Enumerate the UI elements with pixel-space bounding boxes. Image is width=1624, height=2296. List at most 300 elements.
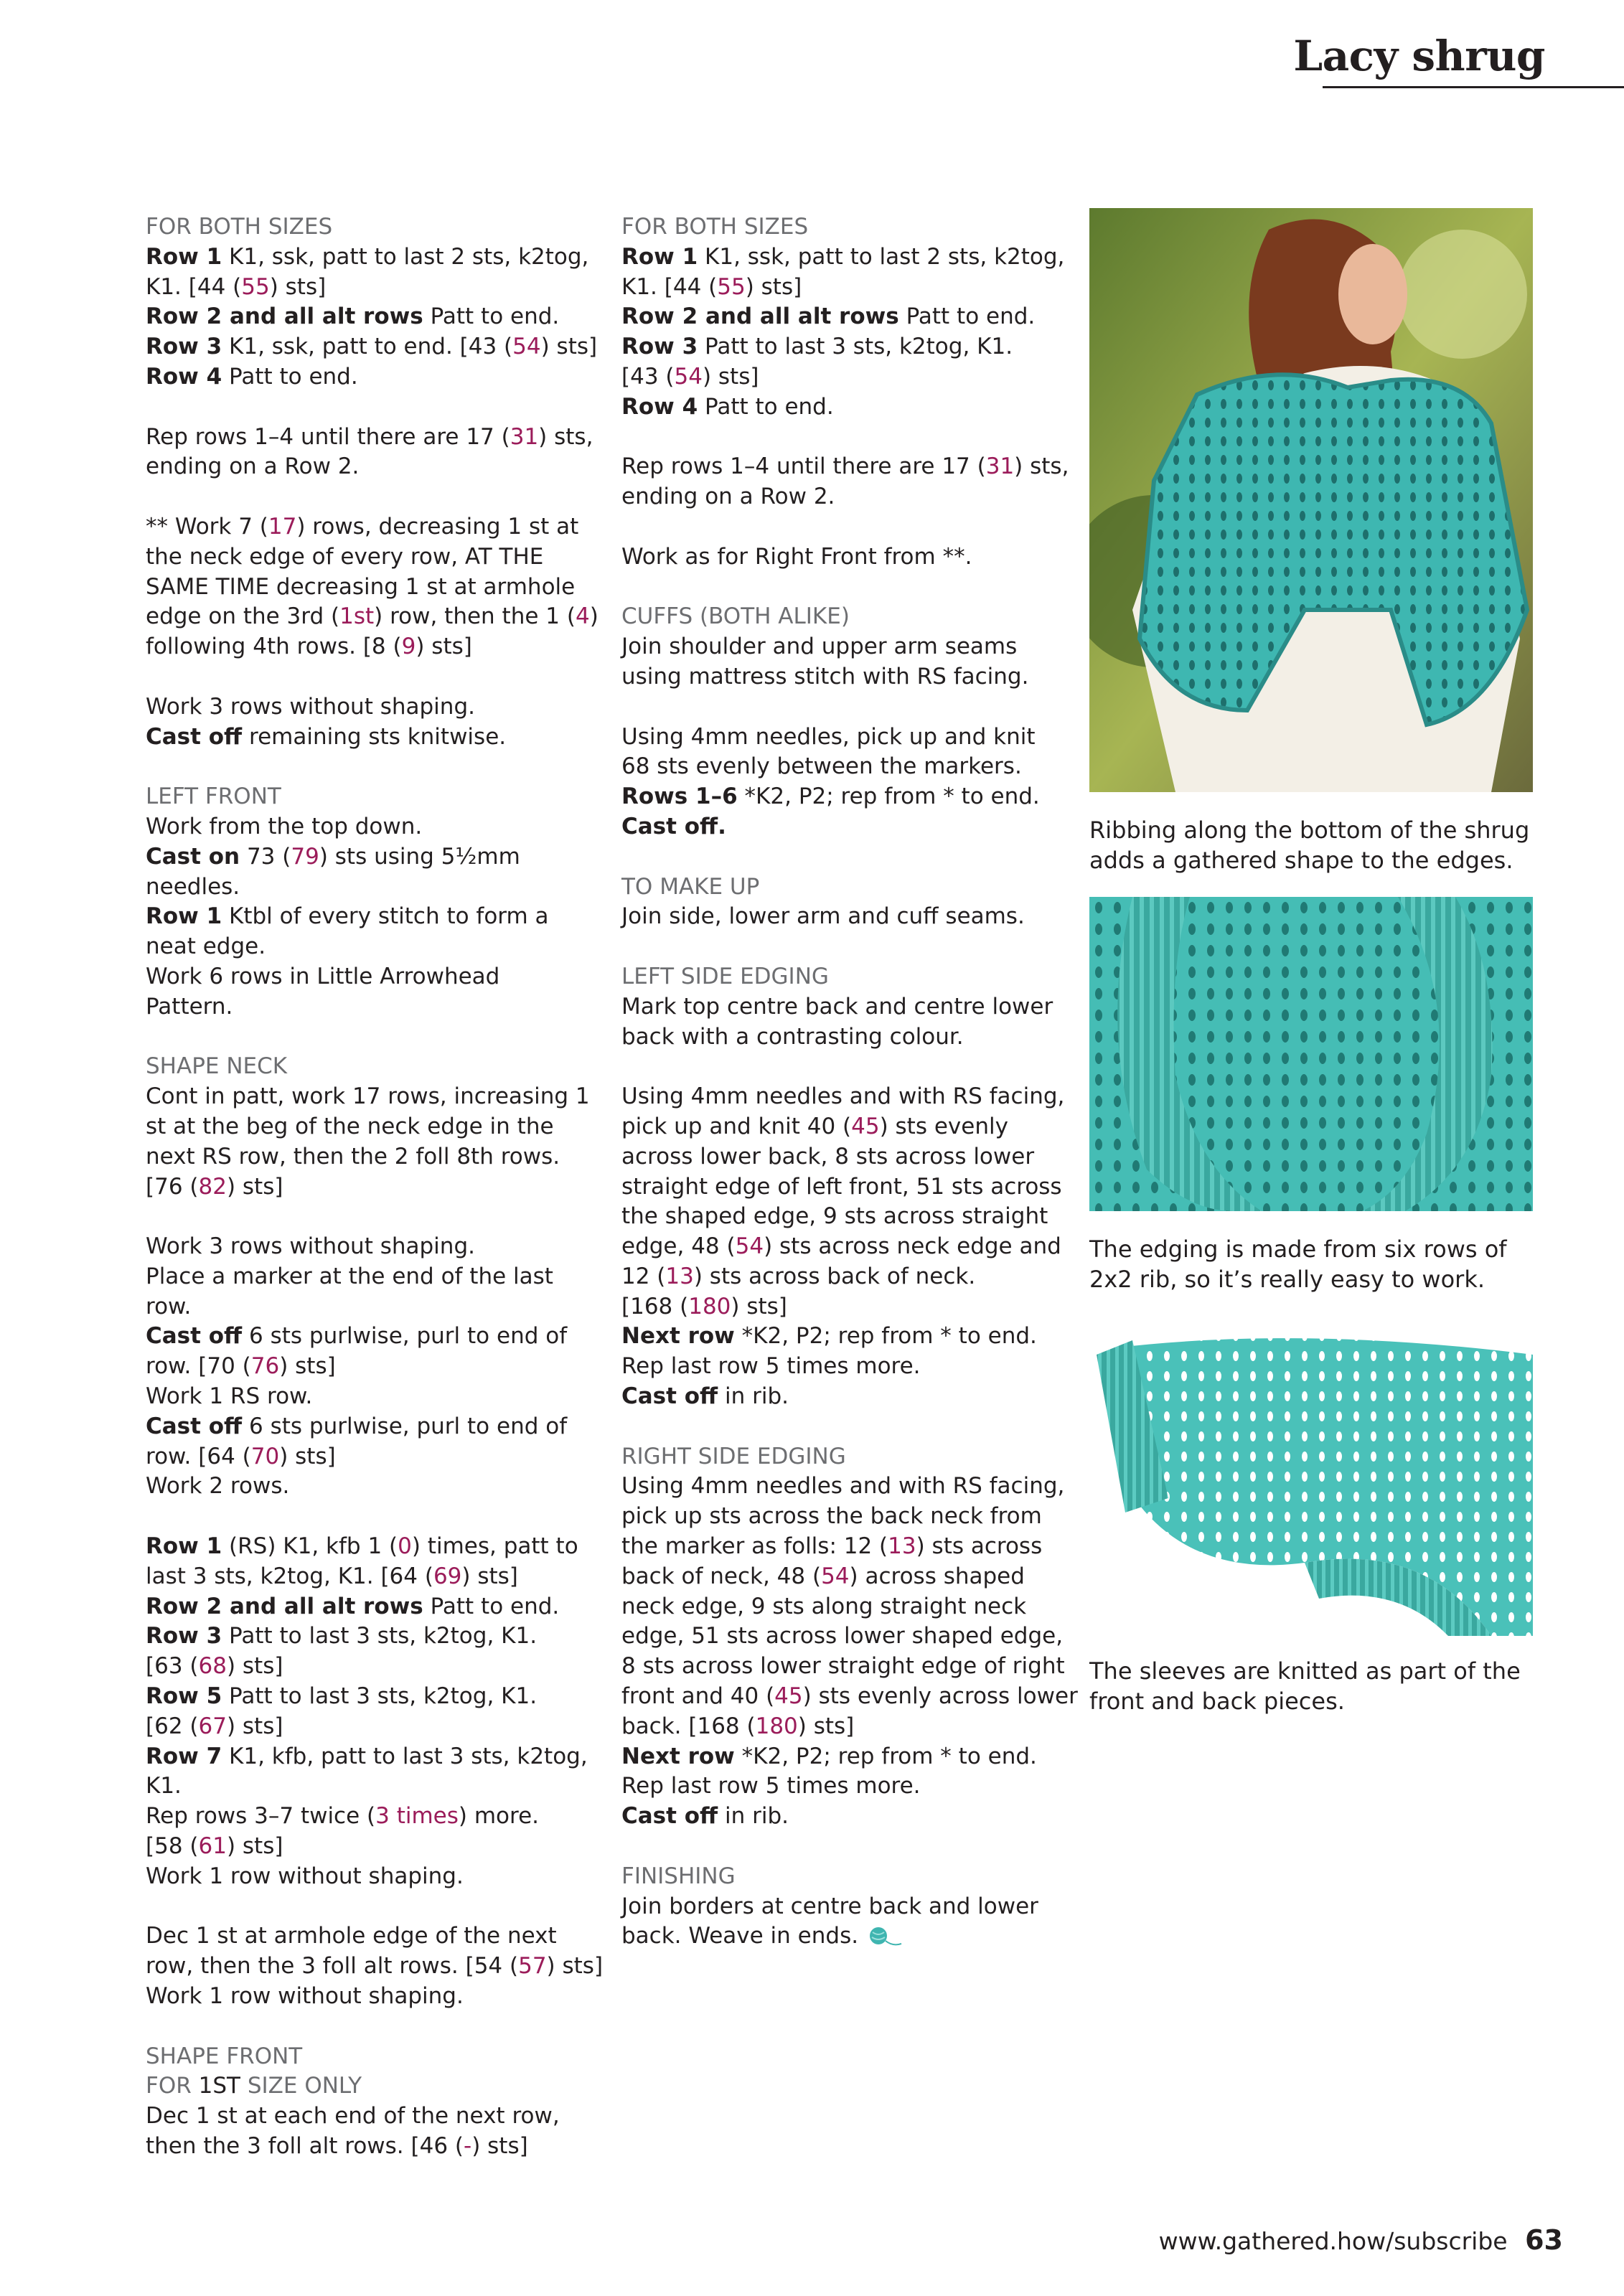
instruction-line <box>146 1322 576 1352</box>
instruction-line <box>621 1742 1052 1772</box>
bold-term: Row 4 <box>146 363 222 390</box>
instruction-line <box>146 1802 576 1832</box>
instruction-line <box>146 332 598 362</box>
instruction-line <box>146 812 576 842</box>
paragraph-gap <box>621 1052 1052 1082</box>
bold-term: Cast off <box>146 1323 243 1350</box>
instruction-line <box>146 1232 576 1262</box>
text-run: ) sts] <box>269 273 327 300</box>
instruction-line <box>146 243 589 273</box>
instruction-line <box>621 1802 1052 1832</box>
bold-term: Row 2 and all alt rows <box>146 1593 423 1619</box>
instruction-line <box>146 902 576 932</box>
text-run: Work 3 rows without shaping. <box>146 1233 475 1260</box>
page-title: Lacy shrug <box>1293 32 1545 80</box>
size-2-value: 4 <box>575 603 590 630</box>
text-run: ) sts, <box>1014 453 1069 480</box>
paragraph-gap <box>146 1022 576 1053</box>
instruction-line <box>621 872 1052 903</box>
size-2-value: 82 <box>198 1173 227 1200</box>
text-run: ) sts] <box>731 1293 787 1319</box>
size-2-value: 17 <box>268 513 297 540</box>
text-run: edge, 48 ( <box>621 1233 736 1260</box>
text-run: back with a contrasting colour. <box>621 1023 964 1050</box>
size-2-value: 55 <box>717 273 746 300</box>
text-run: row. [70 ( <box>146 1353 251 1380</box>
instruction-line <box>621 1442 1052 1472</box>
instruction-line <box>621 662 1052 692</box>
text-run: ) sts across neck edge and <box>764 1233 1061 1260</box>
instruction-line <box>146 992 576 1022</box>
text-run: K1, ssk, patt to end. [43 ( <box>222 334 513 360</box>
text-run: Work 3 rows without shaping. <box>146 693 475 720</box>
text-run: Rep rows 1–4 until there are 17 ( <box>146 423 510 450</box>
size-2-value: 55 <box>241 273 270 300</box>
text-run: Join borders at centre back and lower <box>621 1893 1038 1919</box>
text-run: then the 3 foll alt rows. [46 ( <box>146 2133 464 2159</box>
section-heading: RIGHT SIDE EDGING <box>621 1443 846 1469</box>
instruction-line <box>146 212 576 243</box>
section-heading: FINISHING <box>621 1863 736 1889</box>
size-2-value: 54 <box>512 334 541 360</box>
text-run: remaining sts knitwise. <box>242 723 507 750</box>
text-run: ) rows, decreasing 1 st at <box>296 513 579 540</box>
size-2-value: 54 <box>821 1563 850 1589</box>
instruction-line <box>146 1262 576 1292</box>
page-footer <box>1159 2224 1563 2256</box>
text-run: last 3 sts, k2tog, K1. [64 ( <box>146 1563 433 1589</box>
text-run: Patt to end. <box>423 304 560 330</box>
instruction-line <box>146 542 576 573</box>
size-2-value: 69 <box>433 1563 462 1589</box>
instruction-line <box>146 1472 576 1502</box>
caption-line: 2x2 rib, so it’s really easy to work. <box>1089 1266 1485 1293</box>
instruction-line <box>146 1652 576 1682</box>
text-run: pick up and knit 40 ( <box>621 1113 852 1139</box>
text-run: st at the beg of the neck edge in the <box>146 1113 554 1139</box>
instruction-line <box>146 1292 576 1322</box>
bold-term: Row 1 <box>621 243 698 270</box>
instruction-line <box>146 1982 576 2012</box>
text-run: row. <box>146 1293 192 1319</box>
text-run: edge, 51 sts across lower shaped edge, <box>621 1623 1064 1650</box>
text-run: Work 1 row without shaping. <box>146 1863 464 1889</box>
size-2-value: 180 <box>755 1713 798 1739</box>
text-run: Ktbl of every stitch to form a <box>222 903 549 930</box>
instruction-line <box>146 1082 590 1112</box>
instruction-line <box>621 1262 1052 1292</box>
instruction-line <box>621 302 1052 332</box>
text-run: back of neck, 48 ( <box>621 1563 822 1589</box>
instruction-line <box>621 212 1052 243</box>
text-run: K1. <box>146 1773 182 1799</box>
text-run: ) sts] <box>797 1713 855 1739</box>
text-run: *K2, P2; rep from * to end. <box>734 1743 1037 1769</box>
instruction-line <box>621 1352 1052 1382</box>
text-run: Join shoulder and upper arm seams <box>621 634 1018 660</box>
photo-model-wearing-shrug <box>1089 208 1533 792</box>
paragraph-gap <box>621 842 1052 872</box>
size-2-value: 67 <box>198 1713 227 1739</box>
text-run: neat edge. <box>146 933 266 960</box>
instruction-line <box>621 1112 1052 1142</box>
text-run: ) sts] <box>226 1653 283 1680</box>
instruction-line <box>621 1172 1062 1203</box>
text-run: back. Weave in ends. <box>621 1923 859 1949</box>
text-run: ) sts evenly <box>879 1113 1008 1139</box>
text-run: straight edge of left front, 51 sts across <box>621 1173 1062 1200</box>
text-run: neck edge, 9 sts along straight neck <box>621 1593 1027 1619</box>
instruction-line <box>146 602 599 632</box>
text-run: ) row, then the 1 ( <box>374 603 576 630</box>
paragraph-gap <box>146 1892 576 1922</box>
text-run: 8 sts across lower straight edge of right <box>621 1653 1065 1680</box>
instruction-line <box>621 1472 1065 1502</box>
instruction-line <box>146 962 576 992</box>
instruction-line <box>146 872 576 903</box>
paragraph-gap <box>621 692 1052 723</box>
instruction-line <box>146 573 576 603</box>
instruction-line <box>146 512 579 542</box>
bold-term: Row 7 <box>146 1743 222 1769</box>
text-run: ) sts] <box>471 2133 528 2159</box>
section-heading: SIZE ONLY <box>240 2073 362 2099</box>
text-run: ) sts] <box>461 1563 518 1589</box>
size-2-value: 3 times <box>375 1803 459 1830</box>
size-2-value: 45 <box>851 1113 880 1139</box>
instruction-line <box>146 1142 576 1172</box>
bold-term: Row 1 <box>146 1533 222 1560</box>
bold-term: Cast off <box>146 723 243 750</box>
instruction-line <box>621 1382 1052 1412</box>
text-run: ) sts] <box>745 273 802 300</box>
text-run: following 4th rows. [8 ( <box>146 634 402 660</box>
photo-edging-closeup <box>1089 897 1533 1211</box>
size-2-value: 180 <box>688 1293 731 1319</box>
text-run: K1. [44 ( <box>621 273 718 300</box>
caption-sleeves <box>1089 1656 1534 1716</box>
instruction-line <box>621 723 1052 753</box>
text-run: K1, ssk, patt to last 2 sts, k2tog, <box>698 243 1065 270</box>
bold-term: Row 2 and all alt rows <box>621 304 899 330</box>
text-run: Using 4mm needles and with RS facing, <box>621 1083 1065 1110</box>
text-run: ) across shaped <box>849 1563 1025 1589</box>
instruction-line <box>621 243 1065 273</box>
size-2-value: 57 <box>518 1953 547 1980</box>
instruction-line <box>146 273 576 303</box>
caption-line: The sleeves are knitted as part of the <box>1089 1657 1521 1685</box>
bold-term: Cast off <box>146 1413 243 1439</box>
text-run: ) sts] <box>540 334 598 360</box>
instruction-line <box>146 362 576 392</box>
bold-term: Row 1 <box>146 903 222 930</box>
bold-term: Row 1 <box>146 243 222 270</box>
instruction-line <box>146 1772 576 1802</box>
paragraph-gap <box>621 573 1052 603</box>
text-run: ** Work 7 ( <box>146 513 268 540</box>
text-run: Patt to last 3 sts, k2tog, K1. <box>222 1623 538 1650</box>
text-run: ) sts] <box>416 634 472 660</box>
size-2-value: 13 <box>665 1263 694 1289</box>
instruction-line <box>621 1562 1052 1592</box>
text-run: row. [64 ( <box>146 1443 251 1469</box>
text-run: ) <box>589 603 599 630</box>
text-run: 1ST <box>198 2073 240 2099</box>
text-run: edge on the 3rd ( <box>146 603 340 630</box>
text-run: ) sts across <box>916 1533 1043 1560</box>
instruction-line <box>146 1592 576 1622</box>
text-run: Rep last row 5 times more. <box>621 1773 921 1799</box>
text-run: ) sts] <box>546 1953 604 1980</box>
instruction-line <box>621 1682 1078 1712</box>
instruction-line <box>146 302 576 332</box>
bold-term: Row 3 <box>621 334 698 360</box>
instruction-line <box>146 932 576 962</box>
size-2-value: 79 <box>291 843 319 870</box>
text-run: the marker as folls: 12 ( <box>621 1533 888 1560</box>
text-run: SAME TIME decreasing 1 st at armhole <box>146 573 576 600</box>
title-rule <box>1323 86 1624 88</box>
text-run: Dec 1 st at armhole edge of the next <box>146 1923 557 1949</box>
caption-line: The edging is made from six rows of <box>1089 1236 1507 1263</box>
size-2-value: 31 <box>510 423 539 450</box>
text-run: ) sts] <box>226 1713 283 1739</box>
text-run: Using 4mm needles, pick up and knit <box>621 723 1036 750</box>
instruction-line <box>621 782 1052 812</box>
text-run: 12 ( <box>621 1263 666 1289</box>
instruction-line <box>146 723 576 753</box>
caption-edging <box>1089 1234 1534 1294</box>
paragraph-gap <box>146 752 576 782</box>
instruction-line <box>621 1652 1065 1682</box>
size-2-value: 13 <box>888 1533 916 1560</box>
paragraph-gap <box>621 512 1052 542</box>
text-run: Rep rows 3–7 twice ( <box>146 1803 376 1830</box>
instruction-line <box>621 1532 1052 1562</box>
size-2-value: 54 <box>674 363 703 390</box>
text-run: needles. <box>146 873 240 900</box>
yarn-ball-icon <box>868 1925 903 1949</box>
instruction-line <box>621 812 1052 842</box>
instruction-line <box>146 1382 576 1412</box>
text-run: Work as for Right Front from **. <box>621 543 972 570</box>
text-run: Patt to end. <box>222 363 358 390</box>
instruction-line <box>621 1862 1052 1892</box>
text-run: across lower back, 8 sts across lower <box>621 1143 1035 1170</box>
caption-ribbing <box>1089 815 1534 875</box>
section-heading: SHAPE FRONT <box>146 2043 303 2069</box>
text-run: [168 ( <box>621 1293 689 1319</box>
text-run: Join side, lower arm and cuff seams. <box>621 903 1025 930</box>
instruction-line <box>621 1322 1052 1352</box>
bold-term: Cast off <box>621 1383 718 1410</box>
instruction-line <box>146 1832 576 1862</box>
instruction-line <box>146 423 593 453</box>
paragraph-gap <box>621 423 1052 453</box>
text-run: Patt to end. <box>698 393 834 420</box>
bold-term: Cast off. <box>621 813 726 839</box>
text-run: K1, ssk, patt to last 2 sts, k2tog, <box>222 243 589 270</box>
text-run: ) sts] <box>702 363 759 390</box>
instructions-column-1 <box>146 212 604 2162</box>
instruction-line <box>621 1921 1052 1952</box>
size-2-value: 54 <box>735 1233 764 1260</box>
text-run: ) sts, <box>538 423 593 450</box>
text-run: [62 ( <box>146 1713 199 1739</box>
text-run: *K2, P2; rep from * to end. <box>737 784 1040 810</box>
instruction-line <box>621 1772 1052 1802</box>
caption-line: Ribbing along the bottom of the shrug <box>1089 817 1530 844</box>
caption-line: front and back pieces. <box>1089 1688 1345 1715</box>
text-run: back. [168 ( <box>621 1713 756 1739</box>
instruction-line <box>146 1622 576 1652</box>
text-run: front and 40 ( <box>621 1683 775 1710</box>
text-run: ending on a Row 2. <box>146 453 360 480</box>
instruction-line <box>621 362 1052 392</box>
instruction-line <box>146 2132 576 2162</box>
text-run: Patt to last 3 sts, k2tog, K1. <box>222 1683 538 1710</box>
bold-term: Cast on <box>146 843 240 870</box>
text-run: Work from the top down. <box>146 813 423 839</box>
paragraph-gap <box>146 2012 576 2042</box>
text-run: Rep rows 1–4 until there are 17 ( <box>621 453 986 480</box>
text-run: 73 ( <box>240 843 291 870</box>
instruction-line <box>621 1142 1052 1172</box>
instruction-line <box>621 1232 1061 1262</box>
page-number: 63 <box>1525 2224 1563 2256</box>
instruction-line <box>621 1082 1065 1112</box>
text-run: row, then the 3 foll alt rows. [54 ( <box>146 1953 519 1980</box>
instruction-line <box>146 1112 576 1142</box>
text-run: ) sts] <box>279 1353 336 1380</box>
text-run: [58 ( <box>146 1833 199 1860</box>
instruction-line <box>621 902 1052 932</box>
text-run: ) sts] <box>279 1443 336 1469</box>
instruction-line <box>621 602 1052 632</box>
size-2-value: 45 <box>774 1683 803 1710</box>
size-2-value: 31 <box>985 453 1015 480</box>
instruction-line <box>146 1532 576 1562</box>
text-run: ) more. <box>458 1803 540 1830</box>
text-run: 6 sts purlwise, purl to end of <box>242 1413 568 1439</box>
paragraph-gap <box>621 1412 1052 1442</box>
text-run: K1, kfb, patt to last 3 sts, k2tog, <box>222 1743 588 1769</box>
bold-term: Row 3 <box>146 334 222 360</box>
size-2-value: 0 <box>398 1533 412 1560</box>
bold-term: Cast off <box>621 1803 718 1830</box>
subscribe-link[interactable]: www.gathered.how/subscribe <box>1158 2227 1508 2255</box>
instruction-line <box>621 332 1052 362</box>
instruction-line <box>146 842 576 872</box>
section-heading: FOR <box>146 2073 199 2099</box>
text-run: ) times, patt to <box>411 1533 578 1560</box>
section-heading: LEFT FRONT <box>146 784 281 810</box>
bold-term: Rows 1–6 <box>621 784 738 810</box>
instruction-line <box>146 1742 588 1772</box>
text-run: Using 4mm needles and with RS facing, <box>621 1473 1065 1500</box>
instruction-line <box>621 1502 1052 1532</box>
instruction-line <box>146 2071 576 2102</box>
paragraph-gap <box>621 1832 1052 1862</box>
bold-term: Next row <box>621 1323 735 1350</box>
text-run: Mark top centre back and centre lower <box>621 993 1053 1020</box>
text-run: Work 1 RS row. <box>146 1383 313 1410</box>
text-run: *K2, P2; rep from * to end. <box>734 1323 1037 1350</box>
instruction-line <box>621 1292 1052 1322</box>
text-run: Work 2 rows. <box>146 1473 290 1500</box>
paragraph-gap <box>146 1202 576 1232</box>
instruction-line <box>146 632 576 662</box>
text-run: [63 ( <box>146 1653 199 1680</box>
instruction-line <box>146 1862 576 1892</box>
instruction-line <box>621 452 1069 482</box>
text-run: [43 ( <box>621 363 675 390</box>
text-run: Cont in patt, work 17 rows, increasing 1 <box>146 1083 590 1110</box>
text-run: Rep last row 5 times more. <box>621 1353 921 1380</box>
text-run: [76 ( <box>146 1173 199 1200</box>
section-heading: FOR BOTH SIZES <box>146 214 333 240</box>
text-run: 68 sts evenly between the markers. <box>621 753 1022 780</box>
text-run: K1. [44 ( <box>146 273 242 300</box>
text-run: ) sts] <box>226 1833 283 1860</box>
instruction-line <box>146 1562 576 1592</box>
instruction-line <box>146 1352 576 1382</box>
instruction-line <box>146 1442 576 1472</box>
paragraph-gap <box>146 662 576 692</box>
text-run: Patt to last 3 sts, k2tog, K1. <box>698 334 1013 360</box>
section-heading: SHAPE NECK <box>146 1053 288 1080</box>
section-heading: LEFT SIDE EDGING <box>621 963 829 989</box>
instruction-line <box>146 1682 576 1712</box>
text-run: the neck edge of every row, AT THE <box>146 543 544 570</box>
text-run: ) sts across back of neck. <box>693 1263 976 1289</box>
section-heading: TO MAKE UP <box>621 873 760 900</box>
size-2-value: 61 <box>198 1833 227 1860</box>
instruction-line <box>146 1712 576 1742</box>
text-run: pick up sts across the back neck from <box>621 1503 1042 1530</box>
bold-term: Row 5 <box>146 1683 222 1710</box>
paragraph-gap <box>146 392 576 423</box>
text-run: ) sts using 5½mm <box>319 843 520 870</box>
instruction-line <box>146 1952 604 1982</box>
instruction-line <box>146 1172 576 1203</box>
text-run: the shaped edge, 9 sts across straight <box>621 1203 1048 1230</box>
size-2-value: 9 <box>401 634 416 660</box>
text-run: 6 sts purlwise, purl to end of <box>242 1323 568 1350</box>
instruction-line <box>146 692 576 723</box>
instruction-line <box>146 2042 576 2072</box>
text-run: Place a marker at the end of the last <box>146 1263 553 1289</box>
bold-term: Row 3 <box>146 1623 222 1650</box>
section-heading: FOR BOTH SIZES <box>621 214 809 240</box>
instruction-line <box>146 2102 576 2132</box>
bold-term: Row 4 <box>621 393 698 420</box>
text-run: Work 6 rows in Little Arrowhead <box>146 963 500 989</box>
text-run: ) sts evenly across lower <box>802 1683 1078 1710</box>
text-run: Pattern. <box>146 993 233 1020</box>
instruction-line <box>146 1412 576 1442</box>
instruction-line <box>621 482 1052 512</box>
instructions-column-2 <box>621 212 1078 1952</box>
size-2-value: 68 <box>198 1653 227 1680</box>
text-run: Patt to end. <box>423 1593 560 1619</box>
instruction-line <box>621 992 1052 1022</box>
instruction-line <box>146 1921 576 1952</box>
size-2-value: 1st <box>339 603 375 630</box>
caption-line: adds a gathered shape to the edges. <box>1089 847 1513 874</box>
instruction-line <box>621 1622 1064 1652</box>
instruction-line <box>621 1892 1052 1922</box>
